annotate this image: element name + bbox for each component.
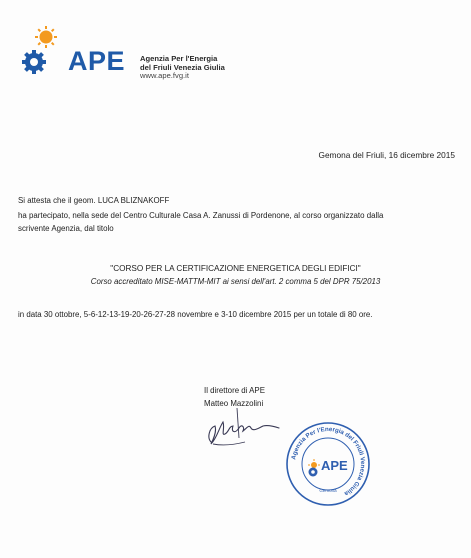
participation-line: ha partecipato, nella sede del Centro Culturale Casa A. Zanussi di Pordenone, al corso organizzato dalla	[18, 211, 384, 220]
place-date: Gemona del Friuli, 16 dicembre 2015	[318, 150, 455, 160]
participation-line-cont: scrivente Agenzia, dal titolo	[18, 224, 114, 233]
attestation-line: Si attesta che il geom. LUCA BLIZNAKOFF	[18, 196, 170, 205]
stamp-ring-text: Agenzia Per l'Energia del Friuli Venezia Giulia	[290, 425, 367, 498]
logo-wordmark: APE	[68, 46, 126, 76]
course-accreditation: Corso accreditato MISE-MATTM-MIT ai sensi dell'art. 2 comma 5 del DPR 75/2013	[90, 277, 381, 286]
ape-logo	[20, 26, 225, 81]
stamp-bottom-text: Gemona	[319, 488, 337, 493]
stamp-sun-icon	[308, 459, 320, 477]
agency-website: www.ape.fvg.it	[140, 71, 189, 81]
handwritten-signature	[203, 398, 293, 448]
stamp-center-text: APE	[321, 458, 348, 473]
official-stamp	[284, 420, 372, 508]
agency-name-line1: Agenzia Per l'Energia	[140, 54, 218, 63]
course-dates: in data 30 ottobre, 5-6-12-13-19-20-26-27-28 novembre e 3-10 dicembre 2015 per un totale di 80 ore.	[18, 310, 373, 319]
agency-info	[140, 55, 260, 81]
director-name: Matteo Mazzolini	[204, 399, 264, 408]
director-role: Il direttore di APE	[204, 386, 265, 395]
course-title: "CORSO PER LA CERTIFICAZIONE ENERGETICA DEGLI EDIFICI"	[110, 264, 361, 273]
agency-name-line2: del Friuli Venezia Giulia	[140, 62, 225, 72]
